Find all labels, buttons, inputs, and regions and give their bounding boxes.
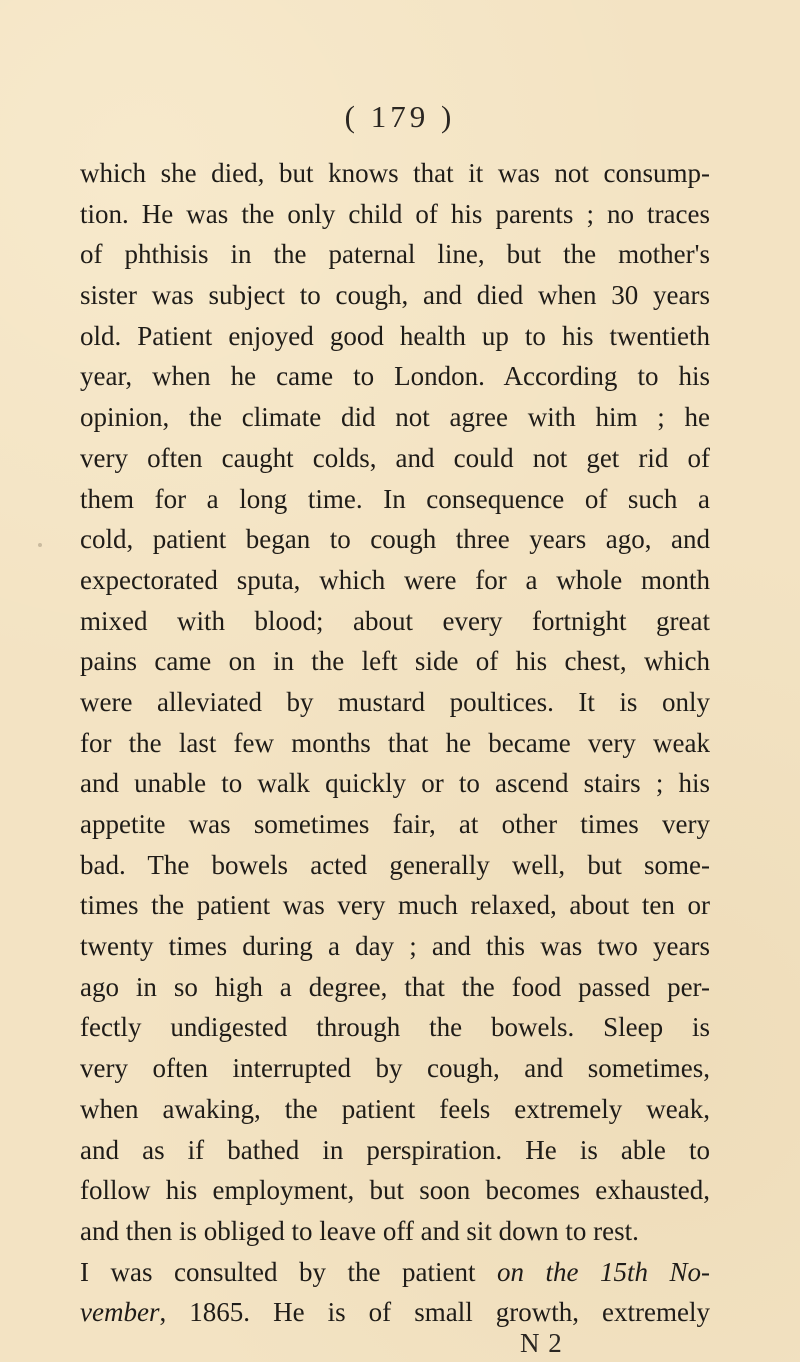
text-line-6: year, when he came to London. According to his: [80, 361, 710, 392]
consulted-line: [80, 1252, 710, 1293]
text-line-25: and as if bathed in perspiration. He is able to: [80, 1134, 710, 1165]
text-line-10: cold, patient began to cough three years ago, and: [80, 524, 710, 555]
signature-mark: N 2: [520, 1328, 563, 1358]
text-line-21: ago in so high a degree, that the food passed per-: [80, 971, 710, 1002]
page-number-header: ( 179 ): [344, 99, 456, 134]
consulted-line-italic: on the 15th No-: [496, 1256, 710, 1287]
text-line-12: mixed with blood; about every fortnight great: [80, 605, 710, 636]
text-line-14: were alleviated by mustard poultices. It is only: [80, 686, 710, 717]
text-line-27: and then is obliged to leave off and sit down to rest.: [80, 1215, 639, 1246]
text-line-23: very often interrupted by cough, and sometimes,: [80, 1053, 710, 1084]
text-line-18: bad. The bowels acted generally well, but some-: [80, 849, 710, 880]
text-line-15: for the last few months that he became very weak: [80, 727, 710, 758]
text-line-3: of phthisis in the paternal line, but the mother's: [80, 239, 710, 270]
date-line-after: , 1865. He is of small growth, extremely: [159, 1297, 710, 1328]
text-line-20: twenty times during a day ; and this was two years: [80, 931, 710, 962]
text-line-8: very often caught colds, and could not get rid of: [80, 442, 710, 473]
text-line-22: fectly undigested through the bowels. Sleep is: [80, 1012, 710, 1043]
text-line-11: expectorated sputa, which were for a whole month: [80, 564, 710, 595]
text-line-26: follow his employment, but soon becomes exhausted,: [80, 1175, 710, 1206]
text-line-19: times the patient was very much relaxed, about ten or: [80, 890, 710, 921]
body-text: [80, 153, 710, 1333]
text-line-1: which she died, but knows that it was not consump-: [80, 158, 710, 188]
text-line-9: them for a long time. In consequence of such a: [80, 483, 710, 514]
text-line-17: appetite was sometimes fair, at other times very: [80, 809, 710, 839]
date-line-italic: vember: [80, 1297, 160, 1328]
text-line-24: when awaking, the patient feels extremely weak,: [80, 1093, 710, 1124]
margin-dot: [38, 543, 42, 547]
text-line-2: tion. He was the only child of his parents ; no traces: [80, 198, 710, 229]
text-line-13: pains came on in the left side of his chest, which: [80, 646, 710, 677]
consulted-line-before: I was consulted by the patient: [80, 1256, 497, 1287]
text-line-4: sister was subject to cough, and died when 30 years: [80, 280, 710, 311]
text-line-16: and unable to walk quickly or to ascend stairs ; his: [80, 768, 710, 799]
text-line-5: old. Patient enjoyed good health up to his twentieth: [80, 320, 710, 351]
text-line-7: opinion, the climate did not agree with him ; he: [80, 402, 710, 433]
date-line: [80, 1292, 710, 1333]
